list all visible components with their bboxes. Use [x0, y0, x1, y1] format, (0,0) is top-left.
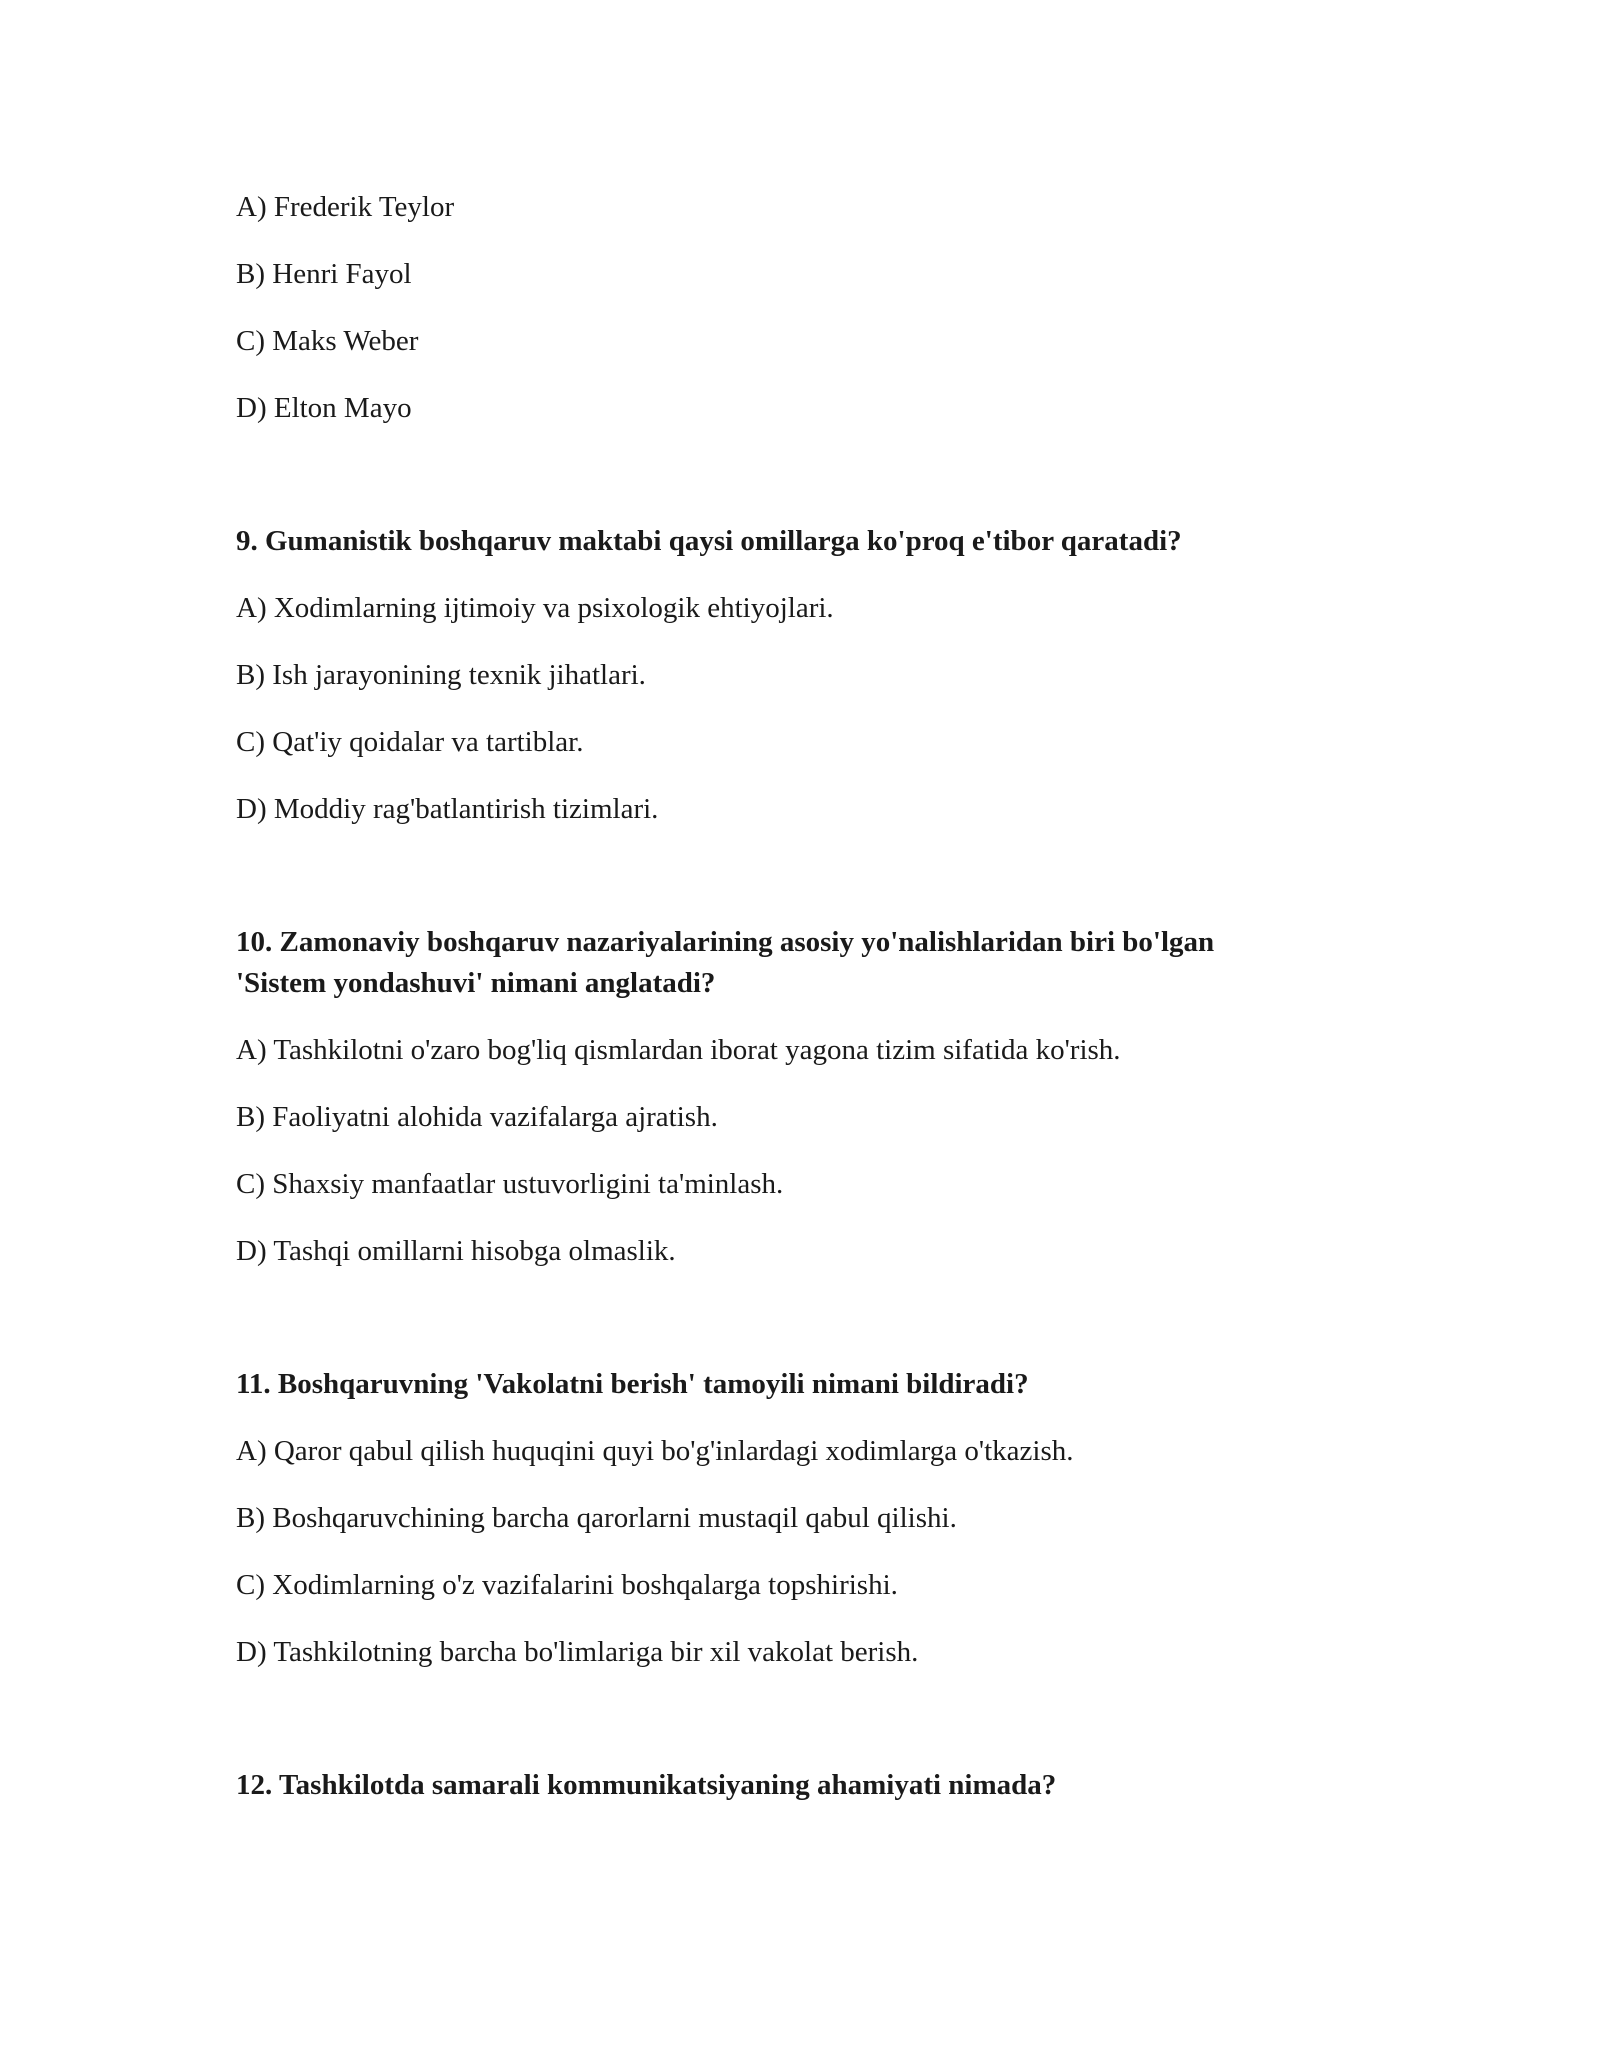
q10-option-d: D) Tashqi omillarni hisobga olmaslik.: [236, 1235, 676, 1267]
question-12-text: 12. Tashkilotda samarali kommunikatsiyaning ahamiyati nimada?: [236, 1769, 1057, 1801]
question-9-text: 9. Gumanistik boshqaruv maktabi qaysi omillarga ko'proq e'tibor qaratadi?: [236, 525, 1182, 557]
prev-option-b: B) Henri Fayol: [236, 258, 412, 290]
q9-option-c: C) Qat'iy qoidalar va tartiblar.: [236, 726, 584, 758]
question-10-text-line1: 10. Zamonaviy boshqaruv nazariyalarining asosiy yo'nalishlaridan biri bo'lgan: [236, 926, 1215, 958]
q11-option-b: B) Boshqaruvchining barcha qarorlarni mustaqil qabul qilishi.: [236, 1502, 957, 1534]
question-11-text: 11. Boshqaruvning 'Vakolatni berish' tamoyili nimani bildiradi?: [236, 1368, 1029, 1400]
q11-option-c: C) Xodimlarning o'z vazifalarini boshqalarga topshirishi.: [236, 1569, 898, 1601]
prev-option-a: A) Frederik Teylor: [236, 191, 455, 223]
question-10-text-line2: 'Sistem yondashuvi' nimani anglatadi?: [236, 967, 716, 999]
prev-option-c: C) Maks Weber: [236, 325, 419, 357]
q10-option-c: C) Shaxsiy manfaatlar ustuvorligini ta'minlash.: [236, 1168, 784, 1200]
q11-option-d: D) Tashkilotning barcha bo'limlariga bir xil vakolat berish.: [236, 1636, 919, 1668]
prev-option-d: D) Elton Mayo: [236, 392, 412, 424]
q10-option-a: A) Tashkilotni o'zaro bog'liq qismlardan iborat yagona tizim sifatida ko'rish.: [236, 1034, 1121, 1066]
q9-option-b: B) Ish jarayonining texnik jihatlari.: [236, 659, 646, 691]
q9-option-a: A) Xodimlarning ijtimoiy va psixologik ehtiyojlari.: [236, 592, 834, 624]
q10-option-b: B) Faoliyatni alohida vazifalarga ajratish.: [236, 1101, 718, 1133]
q9-option-d: D) Moddiy rag'batlantirish tizimlari.: [236, 793, 659, 825]
q11-option-a: A) Qaror qabul qilish huquqini quyi bo'g'inlardagi xodimlarga o'tkazish.: [236, 1435, 1074, 1467]
